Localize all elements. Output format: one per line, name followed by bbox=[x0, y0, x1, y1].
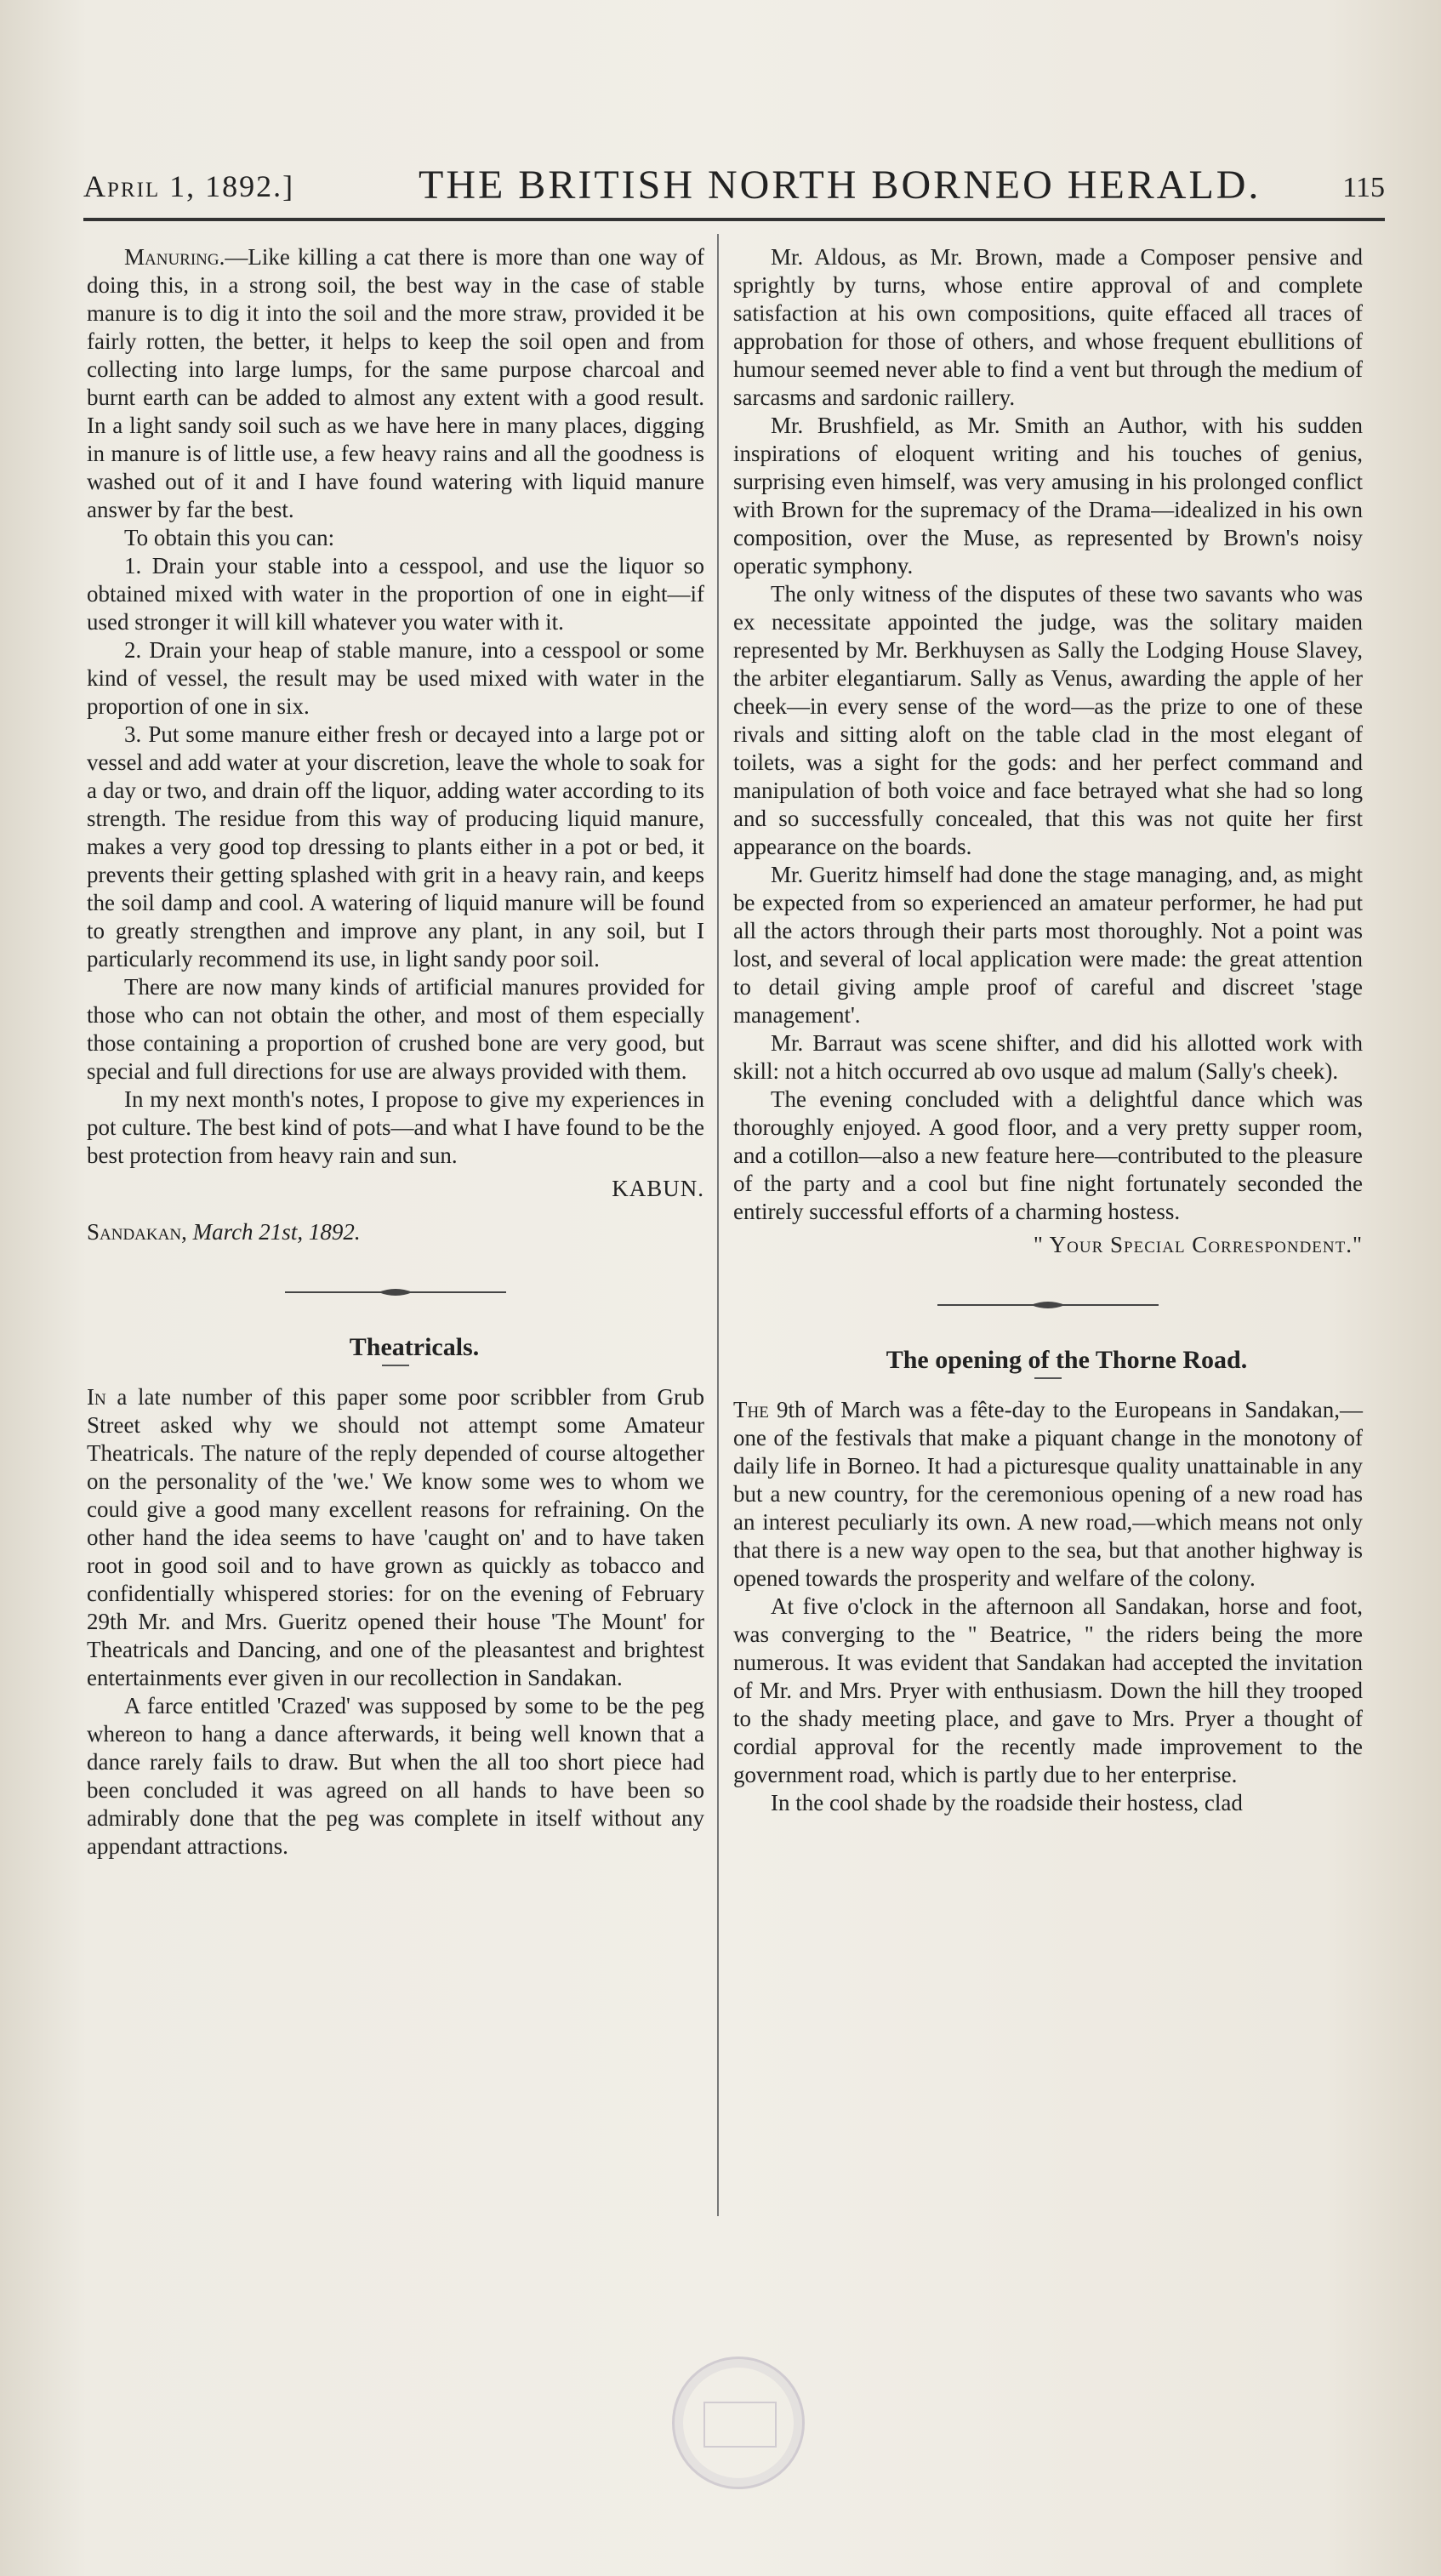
brushfield-paragraph: Mr. Brushfield, as Mr. Smith an Author, with his sudden inspirations of eloquent writing and his touches of genius, surprising even himself, was very amusing in his prolonged conflict with Brown for the supremacy of the Drama—idealized in his own composition, over the Muse, as represented by Brown's noisy operatic symphony. bbox=[733, 413, 1363, 578]
manuring-paragraph bbox=[87, 243, 704, 524]
stamp-frame bbox=[703, 2402, 777, 2448]
ornament-divider-right bbox=[937, 1298, 1159, 1312]
dateline-place: Sandakan, bbox=[87, 1219, 187, 1245]
theatricals-paragraph-1 bbox=[87, 1383, 704, 1692]
dateline bbox=[87, 1218, 704, 1246]
thorne-lead: The bbox=[733, 1397, 769, 1422]
header-rule bbox=[83, 218, 1385, 221]
next-month-paragraph: In my next month's notes, I propose to give my experiences in pot culture. The best kind of pots—and what I have found to be the best protection from heavy rain and sun. bbox=[87, 1086, 704, 1168]
thorne-paragraph-3: In the cool shade by the roadside their hostess, clad bbox=[771, 1790, 1243, 1815]
title-dash-right bbox=[1031, 1376, 1065, 1381]
artificial-manures-paragraph: There are now many kinds of artificial manures provided for those who can not obtain the other, and most of them especially those containing a proportion of crushed bone are very good, but special and full directions for use are always provided with them. bbox=[87, 974, 704, 1084]
page-header bbox=[83, 162, 1385, 213]
thorne-paragraph-1 bbox=[733, 1396, 1363, 1593]
step-2: 2. Drain your heap of stable manure, into a cesspool or some kind of vessel, the result may be used mixed with water in the proportion of one in six. bbox=[87, 637, 704, 719]
theatricals-text-1: a late number of this paper some poor scribbler from Grub Street asked why we should not attempt some Amateur Theatricals. The nature of the reply depended of course altogether on the personality of the 'we.' We know some wes to whom we could give a good many excellent reasons for refraining. On the other hand the idea seems to have 'caught on' and to have taken root in good soil and to have grown as quickly as tobacco and confidentially whispered stories: for on the evening of February 29th Mr. and Mrs. Gueritz opened their house 'The Mount' for Theatricals and Dancing, and one of the pleasantest and brightest entertainments ever given in our recollection in Sandakan. bbox=[87, 1384, 704, 1690]
column-divider bbox=[717, 234, 719, 2216]
step-1: 1. Drain your stable into a cesspool, and use the liquor so obtained mixed with water in the proportion of one in eight—if used stronger it will kill whatever you water with it. bbox=[87, 553, 704, 635]
header-title: THE BRITISH NORTH BORNEO HERALD. bbox=[419, 162, 1262, 208]
correspondent-signature: " Your Special Correspondent." bbox=[1033, 1232, 1363, 1257]
left-column bbox=[87, 243, 704, 1861]
header-date: April 1, 1892.] bbox=[83, 169, 295, 203]
theatricals-paragraph-2: A farce entitled 'Crazed' was supposed by some to be the peg whereon to hang a dance afterwards, it being well known that a dance rarely fails to draw. But when the all too short piece had been concluded it was agreed on all hands to have been so admirably done that the peg was complete in itself without any appendant attractions. bbox=[87, 1693, 704, 1859]
ornament-divider bbox=[285, 1285, 506, 1299]
obtain-intro: To obtain this you can: bbox=[124, 525, 335, 550]
gueritz-paragraph: Mr. Gueritz himself had done the stage managing, and, as might be expected from so experienced an amateur performer, he had put all the actors through their parts most thoroughly. Not a point was lost, and several of local application were made: the great attention to detail giving ample proof of careful and discreet 'stage management'. bbox=[733, 862, 1363, 1028]
barraut-paragraph: Mr. Barraut was scene shifter, and did his allotted work with skill: not a hitch occurred ab ovo usque ad malum (Sally's cheek). bbox=[733, 1030, 1363, 1084]
theatricals-lead: In bbox=[87, 1384, 106, 1410]
dateline-date: March 21st, 1892. bbox=[192, 1219, 361, 1245]
manuring-lead: Manuring. bbox=[124, 244, 225, 270]
thorne-paragraph-2: At five o'clock in the afternoon all Sandakan, horse and foot, was converging to the " Beatrice, " the riders being the more numerous. It was evident that Sandakan had accepted the invitation of Mr. and Mrs. Pryer with enthusiasm. Down the hill they trooped to the shady meeting place, and gave to Mrs. Pryer a thought of cordial approval for the recently made improvement to the government road, which is partly due to her enterprise. bbox=[733, 1593, 1363, 1787]
signature: KABUN. bbox=[612, 1176, 704, 1201]
manuring-text: —Like killing a cat there is more than one way of doing this, in a strong soil, the best way in the case of stable manure is to dig it into the soil and the more straw, provided it be fairly rotten, the better, it helps to keep the soil open and from collecting into large lumps, for the same purpose charcoal and burnt earth can be added to almost any extent with a good result. In a light sandy soil such as we have here in many places, digging in manure is of little use, a few heavy rains and all the goodness is washed out of it and I have found watering with liquid manure answer by far the best. bbox=[87, 244, 704, 522]
thorne-text-1: 9th of March was a fête-day to the Europeans in Sandakan,—one of the festivals that make a piquant change in the monotony of daily life in Borneo. It had a picturesque quality unattainable in any but a new country, for the ceremonious opening of a new road has an interest peculiarly its own. A new road,—which means not only that there is a new way open to the sea, but that another highway is opened towards the prosperity and welfare of the colony. bbox=[733, 1397, 1363, 1591]
theatricals-title: Theatricals. bbox=[349, 1333, 480, 1361]
aldous-paragraph: Mr. Aldous, as Mr. Brown, made a Composer pensive and sprightly by turns, whose entire approval of and complete satisfaction at his own compositions, quite effaced all traces of approbation for those of others, and whose frequent ebullitions of humour seemed never able to find a vent but through the medium of sarcasms and sardonic raillery. bbox=[733, 244, 1363, 410]
page-number: 115 bbox=[1342, 172, 1385, 203]
witness-paragraph: The only witness of the disputes of these two savants who was ex necessitate appointed the judge, was the solitary maiden represented by Mr. Berkhuysen as Sally the Lodging House Slavey, the arbiter elegantiarum. Sally as Venus, awarding the apple of her cheek—in every sense of the word—as the prize to one of these rivals and sitting aloft on the table clad in the most elegant of toilets, was a sight for the gods: and her perfect command and manipulation of both voice and face betrayed what she had so long and so successfully concealed, that this was not quite her first appearance on the boards. bbox=[733, 581, 1363, 859]
evening-paragraph: The evening concluded with a delightful dance which was thoroughly enjoyed. A good floor, and a very pretty supper room, and a cotillon—also a new feature here—contributed to the pleasure of the party and a cool but fine night fortunately seconded the entirely successful efforts of a charming hostess. bbox=[733, 1086, 1363, 1224]
right-column bbox=[733, 243, 1363, 1817]
library-stamp bbox=[672, 2357, 805, 2489]
title-dash bbox=[379, 1363, 413, 1368]
step-3: 3. Put some manure either fresh or decayed into a large pot or vessel and add water at your discretion, leave the whole to soak for a day or two, and drain off the liquor, adding water according to its strength. The residue from this way of producing liquid manure, makes a very good top dressing to plants either in a pot or bed, it prevents their getting splashed with grit in a heavy rain, and keeps the soil damp and cool. A watering of liquid manure will be found to greatly strengthen and improve any plant, in any soil, but I particularly recommend its use, in light sandy poor soil. bbox=[87, 721, 704, 972]
thorne-road-title: The opening of the Thorne Road. bbox=[886, 1346, 1248, 1374]
